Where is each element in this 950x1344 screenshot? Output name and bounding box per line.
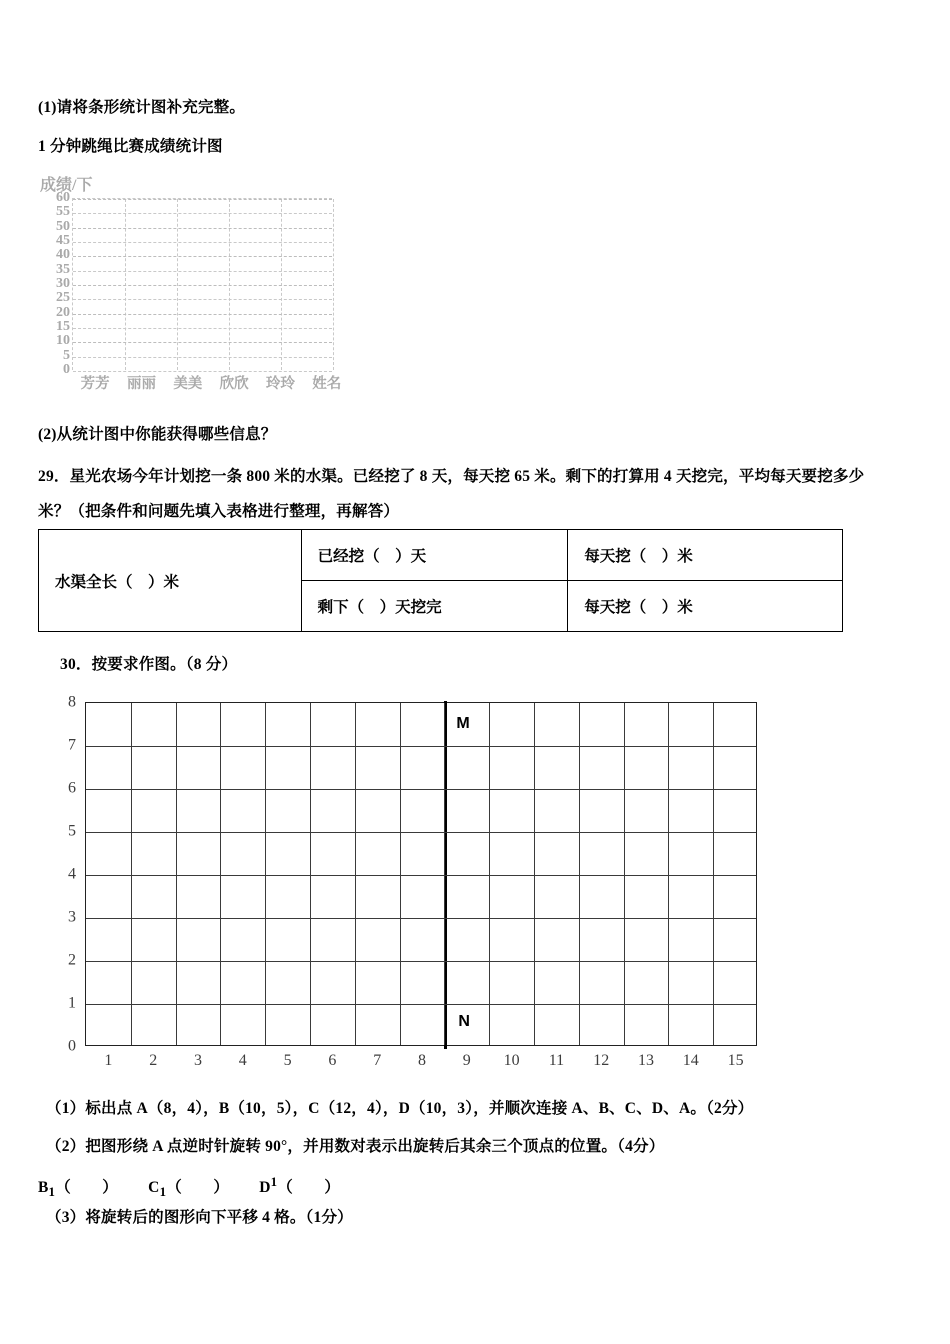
coordinate-x-tick-label: 13 — [638, 1052, 654, 1069]
question-29-number: 29． — [38, 468, 70, 485]
question-29-line-1 — [38, 466, 864, 488]
bar-chart-y-tick-label: 55 — [56, 204, 70, 220]
coordinate-gridline-vertical — [444, 703, 445, 1045]
bar-chart-gridline-horizontal — [73, 328, 332, 329]
bar-chart-plot-area — [56, 189, 332, 377]
blank-c-paren: （ ） — [166, 1179, 230, 1197]
bar-chart-y-tick-label: 10 — [56, 333, 70, 349]
answer-blank-b1[interactable] — [38, 1179, 119, 1200]
coordinate-gridline-horizontal — [86, 1004, 756, 1005]
bar-chart-x-tick-label: 芳芳 — [80, 376, 110, 392]
coordinate-x-tick-label: 1 — [104, 1052, 113, 1069]
coordinate-gridline-horizontal — [86, 875, 756, 876]
coordinate-gridline-horizontal — [86, 789, 756, 790]
coordinate-y-tick-label: 4 — [68, 865, 76, 883]
bar-chart-gridline-horizontal — [73, 213, 332, 214]
table-row — [39, 530, 843, 581]
coordinate-gridline-vertical — [624, 703, 625, 1045]
table-cell-dug-per-day[interactable]: 每天挖（ ）米 — [568, 530, 843, 581]
coordinate-gridline-horizontal — [86, 918, 756, 919]
coordinate-x-tick-label: 5 — [283, 1052, 292, 1069]
bar-chart-y-tick-label: 20 — [56, 304, 70, 320]
coordinate-y-tick-label: 2 — [68, 951, 76, 969]
bar-chart-gridline-horizontal — [73, 271, 332, 272]
coordinate-gridline-vertical — [400, 703, 401, 1045]
coordinate-gridline-vertical — [310, 703, 311, 1045]
coordinate-y-tick-label: 3 — [68, 908, 76, 926]
coordinate-x-tick-label: 4 — [238, 1052, 247, 1069]
coordinate-grid[interactable] — [68, 693, 757, 1069]
bar-chart-gridline-horizontal — [73, 256, 332, 257]
question-30-heading: 30．按要求作图。（8 分） — [60, 656, 238, 673]
coordinate-y-tick-label: 8 — [68, 693, 76, 711]
question-30-task-2: （2）把图形绕 A 点逆时针旋转 90°，并用数对表示出旋转后其余三个顶点的位置。（4分） — [46, 1138, 665, 1155]
bar-chart-x-tick-label: 玲玲 — [265, 376, 295, 392]
table-cell-remaining-days[interactable]: 剩下（ ）天挖完 — [301, 581, 568, 632]
blank-d-base: D — [259, 1179, 271, 1197]
answer-blank-c1[interactable] — [148, 1179, 230, 1200]
bar-chart-y-axis-title: 成绩/下 — [40, 177, 93, 194]
coordinate-gridline-vertical — [131, 703, 132, 1045]
question-28-part2-prompt: (2)从统计图中你能获得哪些信息？ — [38, 426, 277, 443]
coordinate-grid-figure — [60, 693, 780, 1073]
coordinate-x-tick-label: 10 — [503, 1052, 520, 1069]
coordinate-gridline-horizontal — [86, 961, 756, 962]
bar-chart-x-tick-label: 欣欣 — [219, 376, 249, 392]
coordinate-x-tick-label: 2 — [149, 1052, 158, 1069]
coordinate-gridline-vertical — [668, 703, 669, 1045]
blank-b-sub: 1 — [48, 1184, 56, 1200]
bar-chart-gridline-vertical — [333, 199, 334, 370]
blank-b-paren: （ ） — [55, 1179, 119, 1197]
coordinate-gridline-horizontal — [86, 746, 756, 747]
table-cell-canal-length[interactable]: 水渠全长（ ）米 — [39, 530, 302, 632]
coordinate-y-tick-label: 7 — [68, 736, 76, 754]
point-label-m: M — [456, 715, 470, 733]
bar-chart-y-tick-label: 0 — [63, 361, 70, 377]
coordinate-x-tick-label: 3 — [194, 1052, 202, 1069]
blank-c-base: C — [148, 1179, 160, 1197]
coordinate-gridline-vertical — [176, 703, 177, 1045]
bar-chart-y-tick-label: 45 — [56, 232, 70, 248]
coordinate-gridline-vertical — [534, 703, 535, 1045]
bar-chart-y-tick-label: 50 — [56, 218, 70, 234]
bar-chart-x-tick-label: 丽丽 — [126, 376, 156, 392]
coordinate-y-tick-label: 6 — [68, 779, 76, 797]
bar-chart-y-tick-label: 25 — [56, 290, 70, 306]
coordinate-gridline-vertical — [220, 703, 221, 1045]
bar-chart-y-tick-label: 30 — [56, 275, 70, 291]
bar-chart-y-tick-label: 40 — [56, 247, 70, 263]
table-cell-dug-days[interactable]: 已经挖（ ）天 — [301, 530, 568, 581]
bar-chart-gridline-horizontal — [73, 299, 332, 300]
bar-chart-x-axis-labels — [72, 372, 350, 393]
coordinate-y-tick-label: 5 — [68, 822, 76, 840]
bar-chart-y-tick-label: 15 — [56, 318, 70, 334]
coordinate-x-tick-label: 8 — [418, 1052, 426, 1069]
coordinate-x-tick-label: 12 — [593, 1052, 610, 1069]
bar-chart-gridline-horizontal — [73, 314, 332, 315]
bar-chart-x-axis-title: 姓名 — [312, 376, 342, 392]
coordinate-x-tick-label: 9 — [462, 1052, 471, 1069]
bar-chart-x-tick-label: 美美 — [173, 376, 203, 392]
coordinate-gridline-horizontal — [86, 832, 756, 833]
bar-chart-gridline-horizontal — [73, 285, 332, 286]
coordinate-gridline-vertical — [489, 703, 490, 1045]
bar-chart-title: 1 分钟跳绳比赛成绩统计图 — [38, 138, 223, 155]
coordinate-x-tick-label: 11 — [548, 1052, 565, 1069]
bar-chart-gridline-horizontal — [73, 199, 332, 200]
question-28-part1-prompt: (1)请将条形统计图补充完整。 — [38, 99, 246, 116]
question-30-task-3: （3）将旋转后的图形向下平移 4 格。（1分） — [46, 1209, 353, 1226]
coordinate-gridline-vertical — [713, 703, 714, 1045]
blank-d-sup: 1 — [270, 1174, 278, 1189]
coordinate-x-tick-label: 14 — [682, 1052, 699, 1069]
bar-chart-gridline-horizontal — [73, 357, 332, 358]
bar-chart-gridline-horizontal — [73, 228, 332, 229]
answer-blank-d1[interactable] — [259, 1174, 341, 1197]
table-cell-remaining-per-day[interactable]: 每天挖（ ）米 — [568, 581, 843, 632]
point-label-n: N — [458, 1013, 470, 1031]
coordinate-gridline-vertical — [579, 703, 580, 1045]
bar-chart-y-tick-label: 35 — [56, 261, 70, 277]
coordinate-gridline-vertical — [265, 703, 266, 1045]
bar-chart — [38, 172, 348, 397]
coordinate-x-tick-label: 6 — [328, 1052, 337, 1069]
blank-d-paren: （ ） — [277, 1179, 341, 1197]
question-29-line-2: 米？（把条件和问题先填入表格进行整理，再解答） — [38, 503, 400, 520]
question-30-answer-blanks — [38, 1173, 340, 1202]
coordinate-gridline-vertical — [355, 703, 356, 1045]
bar-chart-gridline-horizontal — [73, 342, 332, 343]
blank-b-base: B — [38, 1179, 49, 1197]
bar-chart-gridline-horizontal — [73, 242, 332, 243]
question-30-task-1: （1）标出点 A（8，4），B（10，5），C（12，4），D（10，3），并顺次连接 A、B、C、D、A。（2分） — [46, 1100, 754, 1117]
bar-chart-y-tick-label: 5 — [63, 347, 70, 363]
bar-chart-y-tick-label: 60 — [56, 189, 70, 205]
blank-c-sub: 1 — [159, 1184, 167, 1200]
coordinate-x-tick-label: 15 — [727, 1052, 744, 1069]
question-29-text-line-1: 星光农场今年计划挖一条 800 米的水渠。已经挖了 8 天，每天挖 65 米。剩下的打算用 4 天挖完，平均每天要挖多少 — [69, 468, 865, 485]
coordinate-x-tick-label: 7 — [373, 1052, 382, 1069]
coordinate-y-tick-label: 1 — [68, 994, 76, 1012]
question-29-organizer-table — [38, 529, 843, 632]
coordinate-y-tick-label: 0 — [68, 1037, 76, 1055]
